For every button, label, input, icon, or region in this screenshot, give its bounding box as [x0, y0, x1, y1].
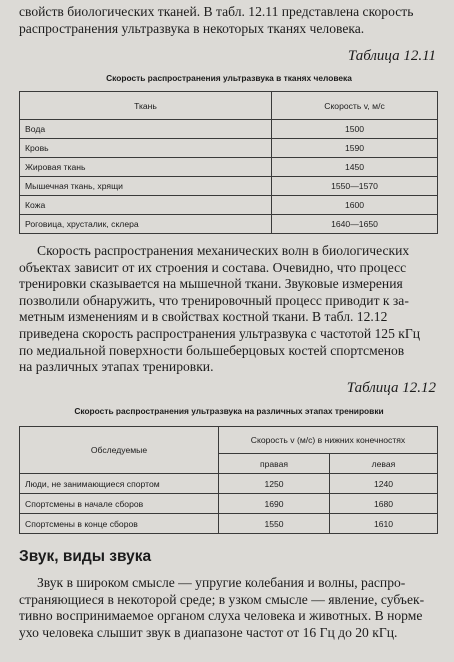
header-subject: Обследуемые [20, 427, 219, 474]
table-caption-12-12: Таблица 12.12 [346, 380, 436, 396]
table-header-row [20, 427, 438, 454]
tissue-speed-table [19, 91, 438, 234]
speed-cell: 1640—1650 [272, 215, 438, 234]
text-line: позволили обнаружить, что тренировочный процесс приводит к за- [19, 292, 409, 308]
table-row [20, 215, 438, 234]
header-tissue: Ткань [20, 92, 272, 120]
table-row [20, 139, 438, 158]
text-line: приведена скорость распространения ультразвука с частотой 125 кГц [19, 325, 421, 341]
table-row [20, 474, 438, 494]
left-speed-cell: 1240 [330, 474, 438, 494]
text-line: Скорость распространения механических волн в биологических [37, 243, 410, 258]
table-row [20, 514, 438, 534]
table-row [20, 158, 438, 177]
text-line: по медиальной поверхности большеберцовых костей спортсменов [19, 342, 405, 358]
tissue-cell: Кровь [20, 139, 272, 158]
table-row [20, 120, 438, 139]
text-line: страняющиеся в некоторой среде; в узком смысле — явление, субъек- [19, 591, 425, 607]
left-speed-cell: 1610 [330, 514, 438, 534]
text-line: на различных этапах тренировки. [19, 359, 214, 375]
table-title-12-12: Скорость распространения ультразвука на различных этапах тренировки [74, 406, 384, 416]
subject-cell: Спортсмены в начале сборов [20, 494, 219, 514]
tissue-cell: Роговица, хрусталик, склера [20, 215, 272, 234]
header-speed-group: Скорость v (м/с) в нижних конечностях [219, 427, 438, 454]
table-row [20, 494, 438, 514]
table-row [20, 196, 438, 215]
table-header-row [20, 92, 438, 120]
speed-cell: 1450 [272, 158, 438, 177]
header-speed: Скорость v, м/с [272, 92, 438, 120]
speed-cell: 1500 [272, 120, 438, 139]
text-line: метным изменениям и в свойствах костной ткани. В табл. 12.12 [19, 309, 388, 325]
right-speed-cell: 1690 [219, 494, 330, 514]
header-right-leg: правая [219, 454, 330, 474]
tissue-cell: Жировая ткань [20, 158, 272, 177]
section-paragraph [19, 575, 439, 641]
tissue-cell: Мышечная ткань, хрящи [20, 177, 272, 196]
tissue-cell: Кожа [20, 196, 272, 215]
text-line: тренировки сказывается на мышечной ткани. Звуковые измерения [19, 276, 403, 292]
speed-cell: 1590 [272, 139, 438, 158]
intro-paragraph [19, 4, 439, 37]
subject-cell: Спортсмены в конце сборов [20, 514, 219, 534]
table-title-12-11: Скорость распространения ультразвука в тканях человека [106, 73, 352, 83]
header-left-leg: левая [330, 454, 438, 474]
text-line: тивно воспринимаемое органом слуха человека и животных. В норме [19, 608, 423, 624]
table-caption-12-11: Таблица 12.11 [347, 48, 436, 64]
training-speed-table [19, 426, 438, 534]
speed-cell: 1550—1570 [272, 177, 438, 196]
text-line: объектах зависит от их строения и состава. Очевидно, что процесс [19, 259, 407, 275]
right-speed-cell: 1550 [219, 514, 330, 534]
table-row [20, 177, 438, 196]
speed-cell: 1600 [272, 196, 438, 215]
tissue-cell: Вода [20, 120, 272, 139]
left-speed-cell: 1680 [330, 494, 438, 514]
subject-cell: Люди, не занимающиеся спортом [20, 474, 219, 494]
right-speed-cell: 1250 [219, 474, 330, 494]
text-line: свойств биологических тканей. В табл. 12.11 представлена скорость [19, 4, 414, 19]
body-paragraph [19, 243, 439, 376]
text-line: Звук в широком смысле — упругие колебания и волны, распро- [37, 575, 406, 590]
section-heading: Звук, виды звука [19, 548, 152, 565]
text-line: распространения ультразвука в некоторых тканях человека. [19, 20, 365, 36]
text-line: ухо человека слышит звук в диапазоне частот от 16 Гц до 20 кГц. [19, 624, 398, 640]
